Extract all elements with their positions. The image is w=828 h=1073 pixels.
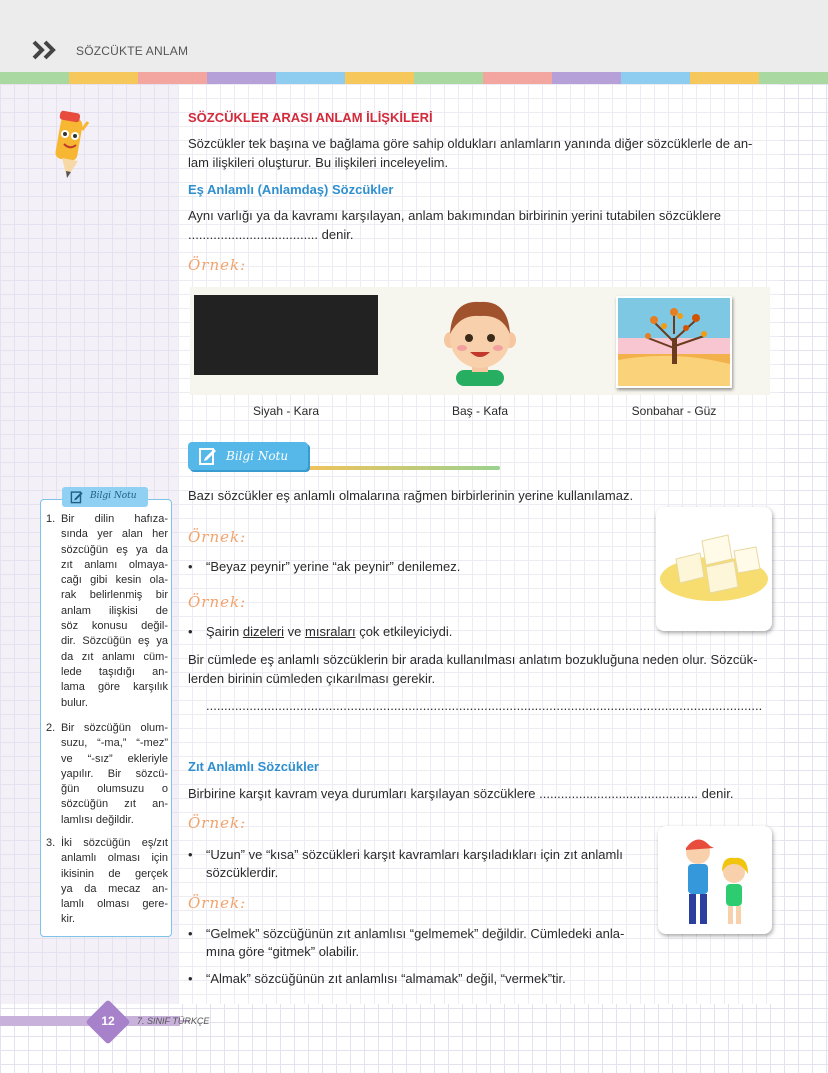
page-number: 12 bbox=[101, 1014, 115, 1028]
bilgi-notu-label: Bilgi Notu bbox=[226, 449, 289, 463]
sidebar-note-line: ikisinin de gerçek bbox=[61, 867, 168, 880]
ex2-part-e: çok etkileyiciydi. bbox=[355, 624, 453, 639]
sidebar-note-line: lede taşıdığı an- bbox=[61, 665, 168, 678]
stripe-segment bbox=[690, 72, 759, 84]
boy-face-image bbox=[442, 296, 518, 386]
ex2-part-c: ve bbox=[284, 624, 306, 639]
ornek-label-4: Örnek: bbox=[188, 814, 247, 832]
sidebar-note-line: ya da mecaz an- bbox=[61, 882, 168, 895]
pencil-mascot-icon bbox=[48, 108, 92, 182]
bilgi-notu-badge bbox=[188, 442, 308, 470]
badge-underline bbox=[300, 466, 500, 470]
sidebar-note-item-number: 3. bbox=[46, 837, 56, 849]
sidebar-note-line: ğün olumsuzu o bbox=[61, 783, 168, 796]
double-chevron-icon bbox=[32, 40, 58, 60]
bozukluk-line-1: Bir cümlede eş anlamlı sözcüklerin bir arada kullanılması anlatım bozukluğuna neden olur. Sözcük- bbox=[188, 652, 758, 667]
stripe-segment bbox=[621, 72, 690, 84]
example-beyaz-peynir: • “Beyaz peynir” yerine “ak peynir” denilemez. bbox=[206, 557, 460, 576]
zit-example-1-line-1: • “Uzun” ve “kısa” sözcükleri karşıt kavramları karşıladıkları için zıt anlamlı bbox=[206, 845, 623, 864]
sidebar-note-line: kir. bbox=[61, 913, 76, 926]
zit-example-1-line-2: sözcüklerdir. bbox=[206, 865, 279, 880]
sidebar-note-line: lamlı olması gere- bbox=[61, 898, 168, 911]
es-definition-line-1: Aynı varlığı ya da kavramı karşılayan, anlam bakımından birbirinin yerini tutabilen sözcüklere bbox=[188, 208, 722, 223]
note-line: Bazı sözcükler eş anlamlı olmalarına rağmen birbirlerinin yerine kullanılamaz. bbox=[188, 488, 634, 503]
sidebar-note-line: anlamlı olması için bbox=[61, 852, 168, 865]
ornek-label: Örnek: bbox=[188, 256, 247, 274]
color-stripe bbox=[0, 72, 828, 84]
ornek-label-3: Örnek: bbox=[188, 593, 247, 611]
stripe-segment bbox=[138, 72, 207, 84]
caption-siyah-kara: Siyah - Kara bbox=[252, 404, 320, 418]
note-edit-icon bbox=[198, 446, 218, 466]
fill-in-dots: • .......................................................................................................................................................... bbox=[206, 696, 772, 715]
ex2-underlined-dizeleri: dizeleri bbox=[242, 624, 285, 639]
stripe-segment bbox=[69, 72, 138, 84]
zit-definition: Birbirine karşıt kavram veya durumları karşılayan sözcüklere ............................................ denir. bbox=[188, 786, 734, 801]
stripe-segment bbox=[483, 72, 552, 84]
sidebar-note-line: lama göre karşılık bbox=[61, 681, 168, 694]
sidebar-note-line: yapılır. Bir sözcü- bbox=[61, 767, 168, 780]
sidebar-note-line: bulur. bbox=[61, 696, 88, 709]
sidebar-note-line: da zıt anlamı cüm- bbox=[61, 650, 168, 663]
zit-example-2-line-1: • “Gelmek” sözcüğünün zıt anlamlısı “gelmemek” değildir. Cümledeki anla- bbox=[206, 924, 624, 943]
sidebar-note-line: ve “-sız” ekleriyle bbox=[61, 752, 168, 765]
kids-image bbox=[658, 826, 772, 934]
es-definition-line-2: .................................... denir. bbox=[188, 227, 354, 242]
sidebar-note-line: rak belirlenmiş bir bbox=[61, 589, 168, 602]
sidebar-note-line: söz konusu değil- bbox=[61, 620, 168, 633]
sidebar-note-badge bbox=[62, 487, 148, 507]
caption-bas-kafa: Baş - Kafa bbox=[451, 404, 509, 418]
sidebar-note-line: İki sözcüğün eş/zıt bbox=[61, 837, 168, 849]
sidebar-note-line: sözcüğün eş ya da bbox=[61, 543, 168, 556]
sidebar-note-line: suzu, “-ma,” “-mez” bbox=[61, 737, 168, 750]
stripe-segment bbox=[345, 72, 414, 84]
sidebar-note-item-number: 2. bbox=[46, 722, 56, 734]
stripe-segment bbox=[207, 72, 276, 84]
sidebar-note-line: Bir sözcüğün olum- bbox=[61, 722, 168, 734]
stripe-segment bbox=[759, 72, 828, 84]
bozukluk-line-2: lerden birinin cümleden çıkarılması gerekir. bbox=[188, 671, 436, 686]
intro-line-2: lam ilişkileri oluşturur. Bu ilişkileri inceleyelim. bbox=[188, 155, 449, 170]
stripe-segment bbox=[552, 72, 621, 84]
sidebar-note-line: lamlısı değildir. bbox=[61, 813, 134, 826]
note-edit-icon-small bbox=[70, 490, 84, 504]
main-title: SÖZCÜKLER ARASI ANLAM İLİŞKİLERİ bbox=[188, 110, 433, 125]
ornek-label-2: Örnek: bbox=[188, 528, 247, 546]
page-header bbox=[0, 0, 828, 72]
stripe-segment bbox=[414, 72, 483, 84]
caption-sonbahar-guz: Sonbahar - Güz bbox=[631, 404, 717, 418]
intro-line-1: Sözcükler tek başına ve bağlama göre sahip oldukları anlamların yanında diğer sözcüklerle de an- bbox=[188, 136, 753, 151]
stripe-segment bbox=[276, 72, 345, 84]
example-sairin bbox=[206, 622, 452, 641]
ornek-label-5: Örnek: bbox=[188, 894, 247, 912]
sidebar-note-title: Bilgi Notu bbox=[90, 491, 137, 501]
sidebar-note-line: sında yer alan her bbox=[61, 528, 168, 541]
book-title: 7. SINIF TÜRKÇE bbox=[137, 1016, 210, 1026]
ex2-underlined-misralari: mısraları bbox=[305, 624, 356, 639]
zit-anlamli-heading: Zıt Anlamlı Sözcükler bbox=[188, 759, 319, 774]
sidebar-note-line: Bir dilin hafıza- bbox=[61, 513, 168, 525]
sidebar-note-line: dir. Sözcüğün eş ya bbox=[61, 635, 168, 648]
stripe-segment bbox=[0, 72, 69, 84]
section-title: SÖZCÜKTE ANLAM bbox=[76, 44, 189, 58]
zit-example-3: • “Almak” sözcüğünün zıt anlamlısı “almamak” değil, “vermek”tir. bbox=[206, 969, 566, 988]
ex2-part-a: Şairin bbox=[206, 624, 243, 639]
black-rectangle-image bbox=[194, 295, 378, 375]
autumn-tree-image bbox=[616, 296, 732, 388]
sidebar-note-line: sözcüğün zıt an- bbox=[61, 798, 168, 811]
sidebar-note-line: cağı gibi kesin ola- bbox=[61, 574, 168, 587]
sidebar-note-item-number: 1. bbox=[46, 513, 56, 525]
es-anlamli-heading: Eş Anlamlı (Anlamdaş) Sözcükler bbox=[188, 182, 394, 197]
zit-example-2-line-2: mına göre “gitmek” olabilir. bbox=[206, 944, 360, 959]
sidebar-note-line: anlam ilişkisi de bbox=[61, 604, 168, 617]
sidebar-note-line: zıt anlamı olmaya- bbox=[61, 558, 168, 571]
cheese-image bbox=[656, 507, 772, 631]
